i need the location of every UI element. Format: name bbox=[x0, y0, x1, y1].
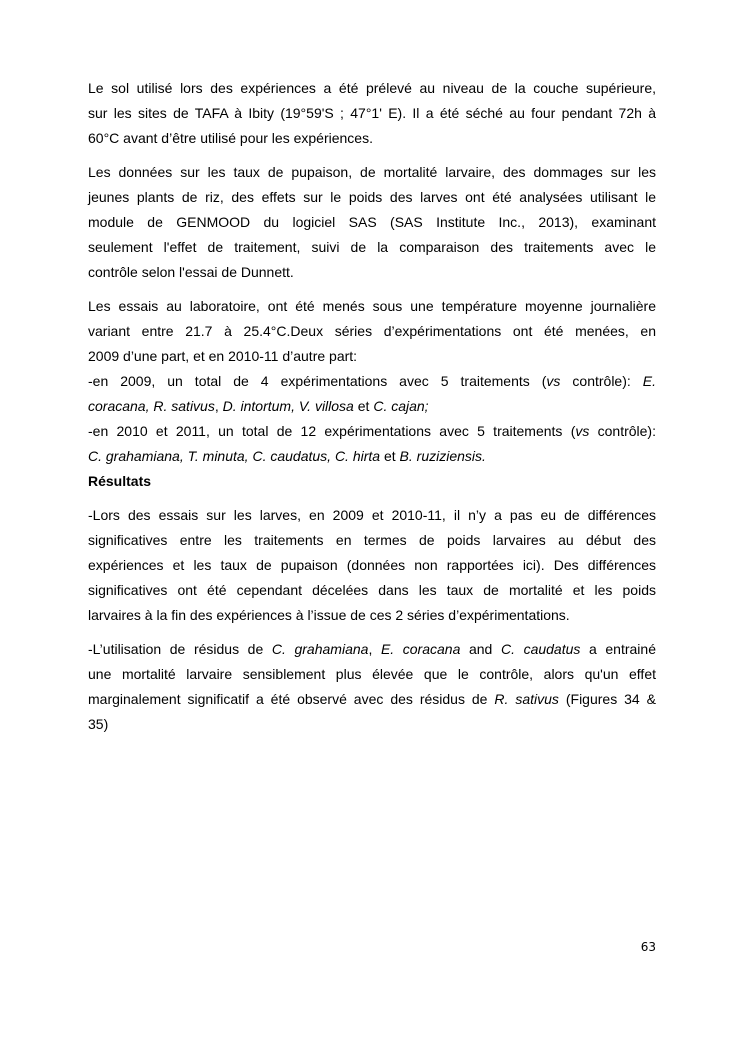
text-line: larvaires à la fin des expériences à l’issue de ces 2 séries d’expérimentations. bbox=[88, 607, 570, 623]
text-line: variant entre 21.7 à 25.4°C.Deux séries d’expérimentations ont été menées, en bbox=[88, 323, 656, 339]
text-line: 35) bbox=[88, 716, 109, 732]
text-line: significatives entre les traitements en termes de poids larvaires au début des bbox=[88, 532, 656, 548]
text-span: et bbox=[353, 398, 374, 414]
species-italic: C. grahamiana bbox=[271, 641, 369, 657]
species-italic: E. coracana bbox=[380, 641, 461, 657]
vs-italic: vs bbox=[575, 423, 590, 439]
text-span: , bbox=[368, 641, 381, 657]
text-span: -en 2009, un total de 4 expérimentations avec 5 traitements ( bbox=[88, 373, 547, 389]
paragraph-lab-trials bbox=[88, 294, 656, 469]
species-italic: B. ruziziensis. bbox=[399, 448, 486, 464]
text-line: contrôle selon l'essai de Dunnett. bbox=[88, 264, 294, 280]
text-span: contrôle): bbox=[589, 423, 656, 439]
text-line-2010-species bbox=[88, 444, 656, 469]
species-italic: D. intortum, V. villosa bbox=[222, 398, 354, 414]
species-italic: coracana, R. sativus bbox=[88, 398, 215, 414]
section-heading-results: Résultats bbox=[88, 473, 152, 489]
text-span: contrôle): bbox=[560, 373, 643, 389]
text-span: a entrainé bbox=[580, 641, 656, 657]
text-span: -L’utilisation de résidus de bbox=[88, 641, 272, 657]
text-line-2010-trials bbox=[88, 419, 656, 444]
text-span: , bbox=[214, 398, 223, 414]
text-line: seulement l'effet de traitement, suivi de la comparaison des traitements avec le bbox=[88, 239, 656, 255]
text-line: module de GENMOOD du logiciel SAS (SAS Institute Inc., 2013), examinant bbox=[88, 214, 656, 230]
species-italic: C. grahamiana, T. minuta, C. caudatus, C. hirta bbox=[88, 448, 381, 464]
text-line: -Lors des essais sur les larves, en 2009 et 2010-11, il n’y a pas eu de différences bbox=[88, 507, 656, 523]
text-line: Les essais au laboratoire, ont été menés sous une température moyenne journalière bbox=[88, 298, 656, 314]
species-italic: C. caudatus bbox=[500, 641, 581, 657]
text-line: Le sol utilisé lors des expériences a été prélevé au niveau de la couche supérieure, bbox=[88, 80, 656, 96]
text-line: sur les sites de TAFA à Ibity (19°59'S ; 47°1' E). Il a été séché au four pendant 72h à bbox=[88, 105, 656, 121]
text-line: une mortalité larvaire sensiblement plus élevée que le contrôle, alors qu'un effet bbox=[88, 666, 656, 682]
text-line: Les données sur les taux de pupaison, de mortalité larvaire, des dommages sur les bbox=[88, 164, 656, 180]
paragraph-results-residues bbox=[88, 637, 656, 737]
text-line-2009-trials bbox=[88, 369, 656, 394]
species-italic: C. cajan; bbox=[373, 398, 429, 414]
species-italic: R. sativus bbox=[494, 691, 559, 707]
text-line: jeunes plants de riz, des effets sur le poids des larves ont été analysées utilisant le bbox=[88, 189, 656, 205]
paragraph-results-larvae bbox=[88, 503, 656, 628]
species-italic: E. bbox=[642, 373, 656, 389]
text-line: expériences et les taux de pupaison (données non rapportées ici). Des différences bbox=[88, 557, 656, 573]
text-span: and bbox=[460, 641, 501, 657]
text-line: 2009 d’une part, et en 2010-11 d’autre part: bbox=[88, 348, 358, 364]
text-span: (Figures 34 & bbox=[558, 691, 656, 707]
paragraph-statistics bbox=[88, 160, 656, 285]
text-line: significatives ont été cependant décelées dans les taux de mortalité et les poids bbox=[88, 582, 656, 598]
page-number: 63 bbox=[640, 940, 656, 954]
paragraph-soil bbox=[88, 76, 656, 151]
text-line: 60°C avant d’être utilisé pour les expériences. bbox=[88, 130, 373, 146]
text-line bbox=[88, 637, 656, 662]
text-line-2009-species bbox=[88, 394, 656, 419]
text-line bbox=[88, 687, 656, 712]
text-span: -en 2010 et 2011, un total de 12 expérimentations avec 5 traitements ( bbox=[88, 423, 576, 439]
text-span: et bbox=[380, 448, 400, 464]
text-span: marginalement significatif a été observé avec des résidus de bbox=[88, 691, 495, 707]
vs-italic: vs bbox=[546, 373, 561, 389]
page-content bbox=[88, 76, 656, 746]
